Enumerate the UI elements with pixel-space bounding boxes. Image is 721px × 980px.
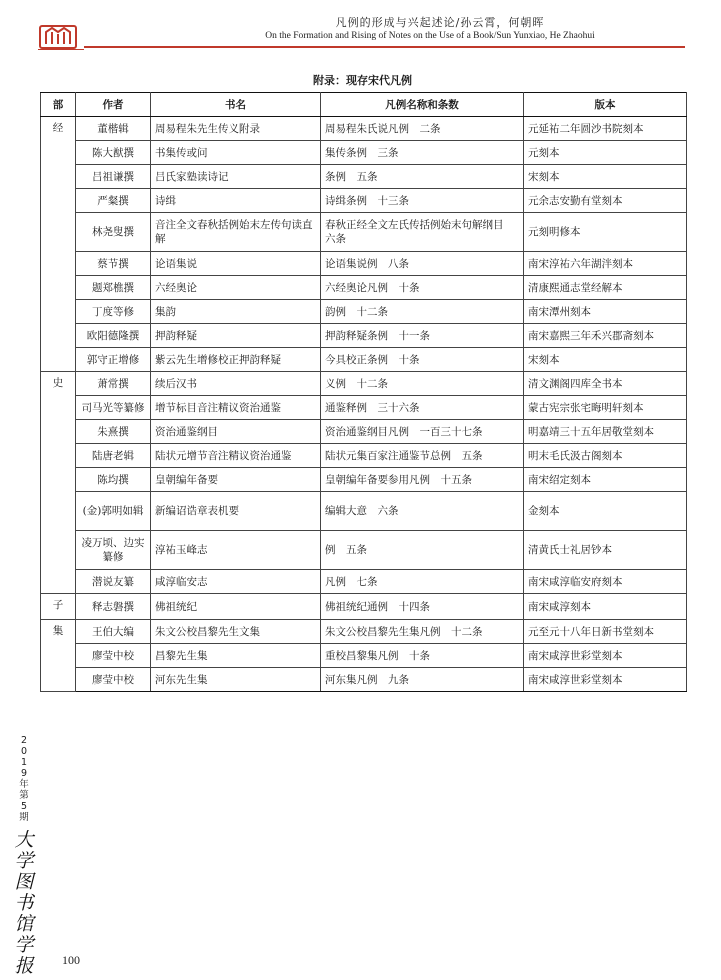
running-header-chinese: 凡例的形成与兴起述论/孙云霄，何朝晖: [335, 16, 545, 29]
edition-cell: 清康熙通志堂经解本: [524, 276, 687, 300]
author-cell: 廖莹中校: [76, 644, 151, 668]
book-cell: 皇朝编年备要: [151, 468, 321, 492]
author-cell: 司马光等纂修: [76, 396, 151, 420]
author-cell: 廖莹中校: [76, 668, 151, 692]
notes-cell: 论语集说例 八条: [321, 252, 524, 276]
author-cell: 林尧叟撰: [76, 213, 151, 252]
table-row: [41, 594, 687, 620]
book-cell: 陆状元增节音注精议资治通鉴: [151, 444, 321, 468]
author-cell: 欧阳德隆撰: [76, 324, 151, 348]
header-rule-left: [38, 49, 84, 50]
notes-cell: 通鉴释例 三十六条: [321, 396, 524, 420]
notes-cell: 陆状元集百家注通鉴节总例 五条: [321, 444, 524, 468]
notes-cell: 朱文公校昌黎先生集凡例 十二条: [321, 620, 524, 644]
journal-name-text: 大学图书馆学报: [14, 829, 34, 977]
book-cell: 集韵: [151, 300, 321, 324]
book-cell: 昌黎先生集: [151, 644, 321, 668]
table-row: [41, 141, 687, 165]
book-cell: 吕氏家塾读诗记: [151, 165, 321, 189]
table-row: [41, 492, 687, 531]
table-row: [41, 668, 687, 692]
book-cell: 押韵释疑: [151, 324, 321, 348]
edition-cell: 南宋嘉熙三年禾兴郡斋刻本: [524, 324, 687, 348]
table-row: [41, 531, 687, 570]
book-cell: 淳祐玉峰志: [151, 531, 321, 570]
edition-cell: 元刻明修本: [524, 213, 687, 252]
header-rule: [84, 46, 685, 48]
book-cell: 佛祖统纪: [151, 594, 321, 620]
notes-cell: 条例 五条: [321, 165, 524, 189]
edition-cell: 南宋咸淳世彩堂刻本: [524, 668, 687, 692]
edition-cell: 南宋咸淳临安府刻本: [524, 570, 687, 594]
notes-cell: 今具校正条例 十条: [321, 348, 524, 372]
edition-cell: 元延祐二年圆沙书院刻本: [524, 117, 687, 141]
notes-cell: 佛祖统纪通例 十四条: [321, 594, 524, 620]
book-cell: 六经奥论: [151, 276, 321, 300]
book-cell: 周易程朱先生传义附录: [151, 117, 321, 141]
author-cell: (金)郭明如辑: [76, 492, 151, 531]
book-cell: 资治通鉴纲目: [151, 420, 321, 444]
table-body: [41, 117, 687, 692]
table-row: [41, 644, 687, 668]
author-cell: 凌万顷、边实纂修: [76, 531, 151, 570]
table-row: [41, 300, 687, 324]
journal-name: [12, 830, 36, 977]
author-cell: 蔡节撰: [76, 252, 151, 276]
author-cell: 丁度等修: [76, 300, 151, 324]
edition-cell: 元刻本: [524, 141, 687, 165]
dept-cell: 集: [41, 620, 76, 692]
author-cell: 陆唐老辑: [76, 444, 151, 468]
song-dynasty-notes-table: [40, 92, 687, 692]
book-cell: 新编诏诰章表机要: [151, 492, 321, 531]
author-cell: 释志磐撰: [76, 594, 151, 620]
edition-cell: 宋刻本: [524, 348, 687, 372]
author-cell: 严粲撰: [76, 189, 151, 213]
notes-cell: 编辑大意 六条: [321, 492, 524, 531]
edition-cell: 金刻本: [524, 492, 687, 531]
edition-cell: 元至元十八年日新书堂刻本: [524, 620, 687, 644]
table-row: [41, 165, 687, 189]
table-row: [41, 213, 687, 252]
edition-cell: 清文渊阁四库全书本: [524, 372, 687, 396]
table-row: [41, 252, 687, 276]
edition-cell: 清黄氏士礼居钞本: [524, 531, 687, 570]
column-header-dept: 部: [41, 93, 76, 117]
table-row: [41, 620, 687, 644]
notes-cell: 押韵释疑条例 十一条: [321, 324, 524, 348]
dept-cell: 子: [41, 594, 76, 620]
book-cell: 诗缉: [151, 189, 321, 213]
table-row: [41, 324, 687, 348]
edition-cell: 元余志安勤有堂刻本: [524, 189, 687, 213]
author-cell: 郭守正增修: [76, 348, 151, 372]
table-row: [41, 276, 687, 300]
notes-cell: 周易程朱氏说凡例 二条: [321, 117, 524, 141]
edition-cell: 明末毛氏汲古阁刻本: [524, 444, 687, 468]
book-cell: 论语集说: [151, 252, 321, 276]
notes-cell: 河东集凡例 九条: [321, 668, 524, 692]
author-cell: 陈大猷撰: [76, 141, 151, 165]
table-row: [41, 444, 687, 468]
book-cell: 河东先生集: [151, 668, 321, 692]
appendix-title: 附录：现存宋代凡例: [313, 74, 412, 87]
column-header-book: 书名: [151, 93, 321, 117]
dept-cell: 经: [41, 117, 76, 372]
author-cell: 吕祖谦撰: [76, 165, 151, 189]
notes-cell: 例 五条: [321, 531, 524, 570]
page-number: 100: [62, 953, 80, 967]
notes-cell: 凡例 七条: [321, 570, 524, 594]
author-cell: 王伯大编: [76, 620, 151, 644]
table-row: [41, 348, 687, 372]
edition-cell: 宋刻本: [524, 165, 687, 189]
edition-cell: 南宋咸淳世彩堂刻本: [524, 644, 687, 668]
table-row: [41, 468, 687, 492]
notes-cell: 六经奥论凡例 十条: [321, 276, 524, 300]
book-cell: 咸淳临安志: [151, 570, 321, 594]
table-row: [41, 420, 687, 444]
edition-cell: 蒙古宪宗张宅晦明轩刻本: [524, 396, 687, 420]
notes-cell: 重校昌黎集凡例 十条: [321, 644, 524, 668]
author-cell: 朱熹撰: [76, 420, 151, 444]
edition-cell: 明嘉靖三十五年居敬堂刻本: [524, 420, 687, 444]
book-cell: 增节标目音注精议资治通鉴: [151, 396, 321, 420]
edition-cell: 南宋淳祐六年湖泮刻本: [524, 252, 687, 276]
table-row: [41, 117, 687, 141]
dept-cell: 史: [41, 372, 76, 594]
book-cell: 紫云先生增修校正押韵释疑: [151, 348, 321, 372]
column-header-edition: 版本: [524, 93, 687, 117]
running-header-english: On the Formation and Rising of Notes on the Use of a Book/Sun Yunxiao, He Zhaohui: [265, 31, 595, 41]
notes-cell: 韵例 十二条: [321, 300, 524, 324]
notes-cell: 诗缉条例 十三条: [321, 189, 524, 213]
column-header-notes: 凡例名称和条数: [321, 93, 524, 117]
notes-cell: 义例 十二条: [321, 372, 524, 396]
table-row: [41, 372, 687, 396]
table-header-row: [41, 93, 687, 117]
book-cell: 书集传或问: [151, 141, 321, 165]
edition-cell: 南宋咸淳刻本: [524, 594, 687, 620]
book-cell: 朱文公校昌黎先生文集: [151, 620, 321, 644]
notes-cell: 春秋正经全文左氏传括例始末句解纲目 六条: [321, 213, 524, 252]
author-cell: 董楷辑: [76, 117, 151, 141]
table-row: [41, 570, 687, 594]
book-cell: 续后汉书: [151, 372, 321, 396]
issue-label: [18, 735, 30, 823]
notes-cell: 资治通鉴纲目凡例 一百三十七条: [321, 420, 524, 444]
notes-cell: 皇朝编年备要参用凡例 十五条: [321, 468, 524, 492]
issue-label-text: 2019年第5期: [19, 735, 29, 823]
author-cell: 题郑樵撰: [76, 276, 151, 300]
author-cell: 陈均撰: [76, 468, 151, 492]
edition-cell: 南宋绍定刻本: [524, 468, 687, 492]
notes-cell: 集传条例 三条: [321, 141, 524, 165]
author-cell: 潜说友纂: [76, 570, 151, 594]
table-row: [41, 189, 687, 213]
book-cell: 音注全文春秋括例始末左传句读直解: [151, 213, 321, 252]
table-row: [41, 396, 687, 420]
column-header-author: 作者: [76, 93, 151, 117]
author-cell: 萧常撰: [76, 372, 151, 396]
university-library-logo-icon: [38, 22, 78, 52]
edition-cell: 南宋潭州刻本: [524, 300, 687, 324]
